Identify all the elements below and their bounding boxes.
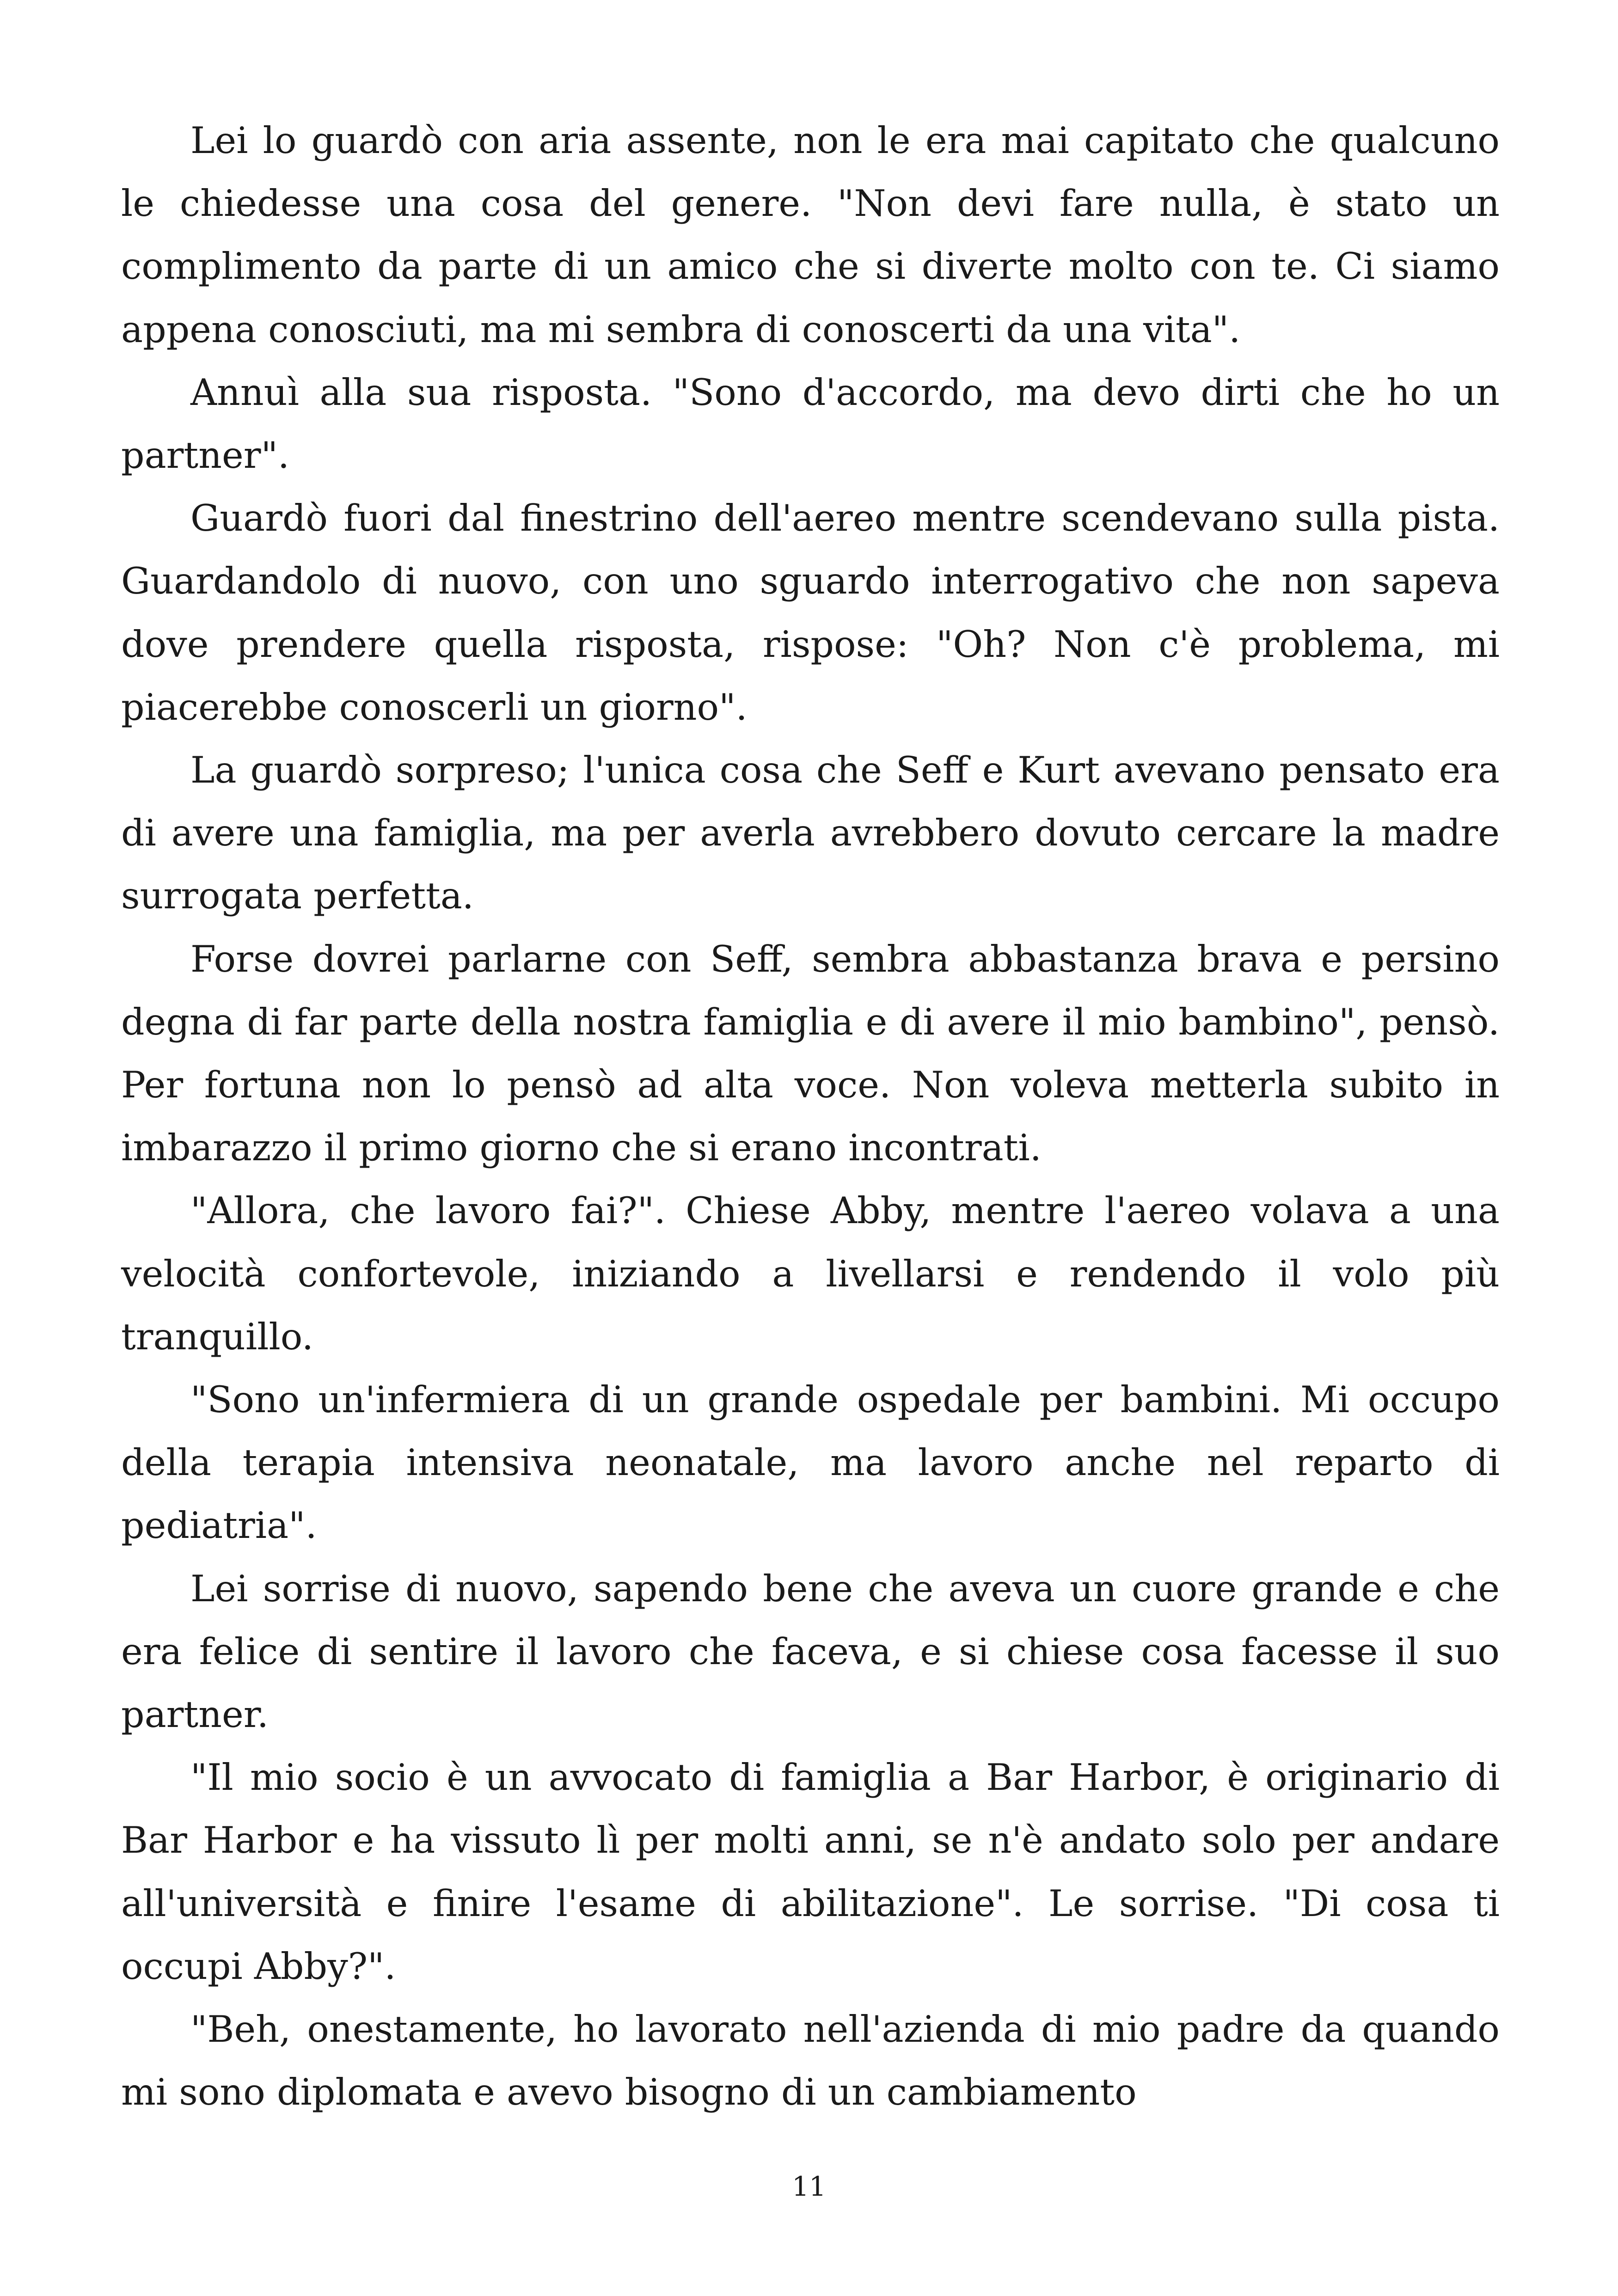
paragraph: "Allora, che lavoro fai?". Chiese Abby, mentre l'aereo volava a una velocità confortevole, iniziando a livellarsi e rendendo il volo più tranquillo. — [121, 1189, 1500, 1358]
body-text — [121, 109, 1500, 2124]
paragraph: Annuì alla sua risposta. "Sono d'accordo, ma devo dirti che ho un partner". — [121, 371, 1500, 477]
paragraph: "Sono un'infermiera di un grande ospedale per bambini. Mi occupo della terapia intensiva neonatale, ma lavoro anche nel reparto di pediatria". — [121, 1378, 1500, 1547]
paragraph: Forse dovrei parlarne con Seff, sembra abbastanza brava e persino degna di far parte della nostra famiglia e di avere il mio bambino", pensò. Per fortuna non lo pensò ad alta voce. Non voleva metterla subito in imbarazzo il primo giorno che si erano incontrati. — [121, 937, 1500, 1169]
paragraph: La guardò sorpreso; l'unica cosa che Seff e Kurt avevano pensato era di avere una famiglia, ma per averla avrebbero dovuto cercare la madre surrogata perfetta. — [121, 749, 1500, 918]
paragraph: Lei sorrise di nuovo, sapendo bene che aveva un cuore grande e che era felice di sentire il lavoro che faceva, e si chiese cosa facesse il suo partner. — [121, 1567, 1500, 1736]
page-number: 11 — [792, 2171, 826, 2202]
paragraph: "Il mio socio è un avvocato di famiglia a Bar Harbor, è originario di Bar Harbor e ha vissuto lì per molti anni, se n'è andato solo per andare all'università e finire l'esame di abilitazione". Le sorrise. "Di cosa ti occupi Abby?". — [121, 1756, 1500, 1988]
paragraph: Lei lo guardò con aria assente, non le era mai capitato che qualcuno le chiedesse una cosa del genere. "Non devi fare nulla, è stato un complimento da parte di un amico che si diverte molto con te. Ci siamo appena conosciuti, ma mi sembra di conoscerti da una vita". — [121, 119, 1500, 351]
paragraph: "Beh, onestamente, ho lavorato nell'azienda di mio padre da quando mi sono diplomata e avevo bisogno di un cambiamento — [121, 2008, 1500, 2114]
paragraph: Guardò fuori dal finestrino dell'aereo mentre scendevano sulla pista. Guardandolo di nuovo, con uno sguardo interrogativo che non sapeva dove prendere quella risposta, rispose: "Oh? Non c'è problema, mi piacerebbe conoscerli un giorno". — [121, 497, 1500, 729]
